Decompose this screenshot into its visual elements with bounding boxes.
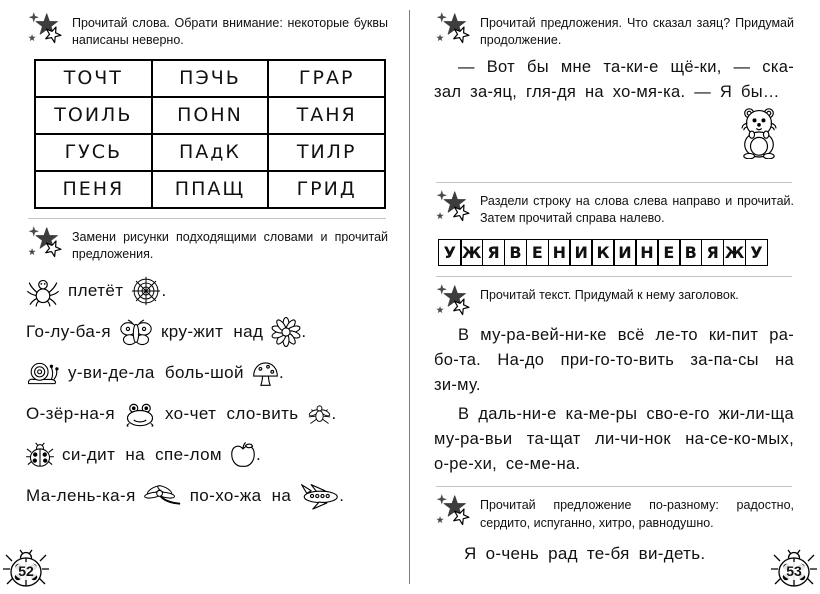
butterfly-icon: [119, 318, 153, 347]
word-table-row: [35, 134, 385, 171]
airplane-icon: [299, 482, 339, 510]
story-paragraph: В даль-ни-е ка-ме-ры сво-е-го жи-ли-ща му-ра-вьи та-щат ли-чи-нок на-се-ко-мых, о-ре-хи, се-ме-на.: [434, 405, 794, 474]
sentence-text: Ма-лень-ка-я: [26, 486, 136, 505]
word-cell: ППАЩ: [152, 171, 269, 208]
hare-text: — Вот бы мне та-ки-е щё-ки, — ска-зал за-яц, гля-дя на хо-мя-ка. — Я бы…: [434, 57, 794, 101]
page-number-right: [771, 549, 817, 589]
intonation-sentence: Я о-чень рад те-бя ви-деть.: [464, 543, 706, 563]
sentence-text: О-зёр-на-я: [26, 404, 115, 423]
sentence-text: си-дит на спе-лом: [62, 445, 223, 464]
word-cell: ТАНЯ: [268, 97, 385, 134]
letter-box: Е: [657, 239, 681, 266]
exercise-header: [26, 228, 388, 264]
exercise-instruction: Замени рисунки подходящими словами и прочитай предложения.: [72, 229, 388, 261]
letter-box: И: [613, 239, 637, 266]
letter-box: И: [569, 239, 593, 266]
sentence-text: у-ви-де-ла боль-шой: [68, 363, 244, 382]
picture-sentence: [26, 314, 388, 350]
exercise-stars-icon: [26, 11, 64, 46]
story-paragraphs: [434, 323, 794, 477]
letter-box: У: [438, 239, 462, 266]
sentence-text: .: [301, 322, 307, 341]
exercise-header: [434, 286, 794, 318]
word-cell: ТИЛР: [268, 134, 385, 171]
hare-text-block: [434, 55, 794, 173]
picture-sentence: [26, 355, 388, 391]
letter-box: Н: [548, 239, 572, 266]
exercise-stars-icon: [434, 189, 472, 224]
page-number-left: [3, 549, 49, 589]
picture-sentence: [26, 478, 388, 514]
letter-box: Я: [482, 239, 506, 266]
snail-icon: [26, 360, 60, 387]
exercise-instruction: Прочитай текст. Придумай к нему заголовок.: [480, 288, 739, 302]
letter-box: В: [679, 239, 703, 266]
letter-box: В: [504, 239, 528, 266]
sentence-text: .: [339, 486, 345, 505]
section-divider: [28, 218, 386, 219]
dragonfly-icon: [144, 484, 182, 508]
exercise-stars-icon: [434, 493, 472, 528]
word-cell: ГРАР: [268, 60, 385, 97]
sentence-text: хо-чет сло-вить: [164, 404, 299, 423]
letter-box: Ж: [460, 239, 484, 266]
sentence-text: плетёт: [68, 281, 124, 300]
letter-box: К: [591, 239, 615, 266]
word-table: [34, 59, 386, 209]
sentence-text: .: [278, 363, 285, 382]
word-cell: ТОЧТ: [35, 60, 152, 97]
letter-box: Я: [701, 239, 725, 266]
sentence-text: Го-лу-ба-я: [26, 322, 111, 341]
exercise-instruction: Прочитай слова. Обрати внимание: некоторые буквы написаны неверно.: [72, 16, 388, 48]
apple-icon: [230, 441, 256, 469]
exercise-header: [434, 192, 794, 228]
spider-icon: [26, 276, 60, 307]
hamster-icon: [734, 105, 784, 164]
sentence-text: .: [331, 404, 337, 423]
letter-box: Е: [526, 239, 550, 266]
ladybug-icon: [26, 442, 54, 468]
exercise-stars-icon: [434, 11, 472, 46]
exercise-header: [434, 14, 794, 50]
exercise-intonation: [434, 496, 794, 564]
word-cell: ГУСЬ: [35, 134, 152, 171]
word-cell: ПАдК: [152, 134, 269, 171]
section-divider: [436, 486, 792, 487]
exercise-letter-row: [434, 192, 794, 267]
picture-sentence: [26, 273, 388, 309]
word-cell: ТОИЛЬ: [35, 97, 152, 134]
word-table-row: [35, 171, 385, 208]
mushroom-icon: [252, 360, 279, 387]
flower-icon: [271, 317, 301, 347]
frog-icon: [123, 402, 157, 427]
story-paragraph: В му-ра-вей-ни-ке всё ле-то ки-пит ра-бо-та. На-до при-го-то-вить за-па-сы на зи-му.: [434, 326, 794, 395]
page-right: [410, 0, 820, 594]
exercise-stars-icon: [26, 225, 64, 260]
exercise-header: [26, 14, 388, 50]
word-table-row: [35, 60, 385, 97]
letter-box: У: [745, 239, 769, 266]
word-table-row: [35, 97, 385, 134]
page-number-label: 52: [14, 562, 38, 580]
word-cell: ПОНN: [152, 97, 269, 134]
picture-sentence: [26, 437, 388, 473]
section-divider: [436, 276, 792, 277]
exercise-hare: [434, 14, 794, 173]
sentence-text: по-хо-жа на: [189, 486, 292, 505]
exercise-instruction: Прочитай предложение по-разному: радостно, сердито, испуганно, хитро, равнодушно.: [480, 498, 794, 530]
page-number-label: 53: [782, 562, 806, 580]
exercise-misspelled-words: [26, 14, 388, 209]
sentence-text: .: [256, 445, 262, 464]
word-cell: ПЭЧЬ: [152, 60, 269, 97]
letter-row: [438, 239, 794, 266]
letter-box: Н: [635, 239, 659, 266]
section-divider: [436, 182, 792, 183]
exercise-instruction: Раздели строку на слова слева направо и прочитай. Затем прочитай справа налево.: [480, 193, 794, 225]
fly-icon: [307, 403, 332, 426]
exercise-instruction: Прочитай предложения. Что сказал заяц? Придумай продолжение.: [480, 16, 794, 48]
letter-box: Ж: [723, 239, 747, 266]
exercise-stars-icon: [434, 283, 472, 318]
word-cell: ПЕНЯ: [35, 171, 152, 208]
sentence-text: кру-жит над: [160, 322, 264, 341]
sentence-text: .: [161, 281, 167, 300]
exercise-picture-sentences: [26, 228, 388, 515]
word-cell: ГРИД: [268, 171, 385, 208]
picture-sentences: [26, 273, 388, 514]
exercise-story: [434, 286, 794, 477]
exercise-header: [434, 496, 794, 532]
picture-sentence: [26, 396, 388, 432]
web-icon: [131, 276, 161, 306]
